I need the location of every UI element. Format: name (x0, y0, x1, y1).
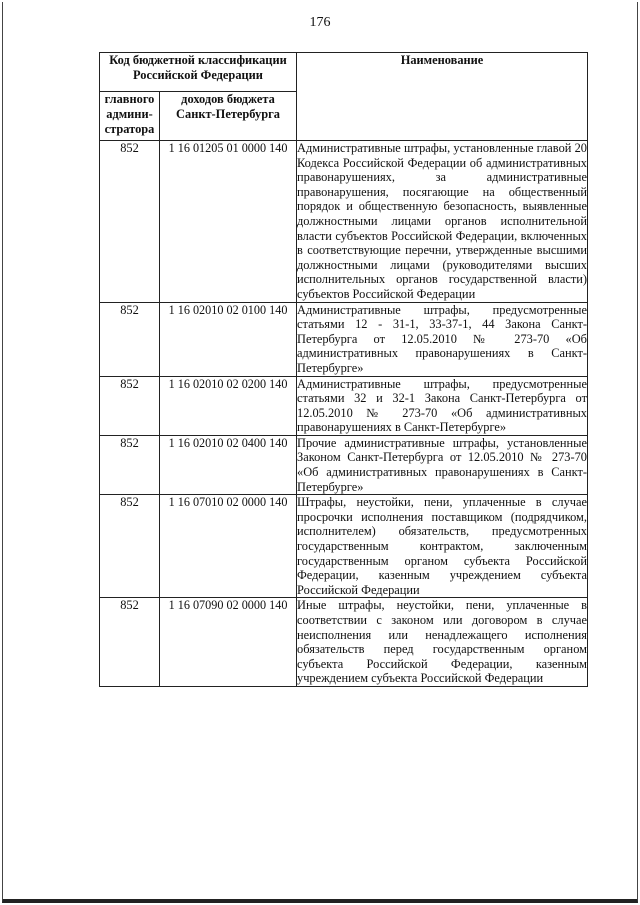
income-code-cell: 1 16 01205 01 0000 140 (160, 141, 297, 303)
income-code-cell: 1 16 02010 02 0200 140 (160, 376, 297, 435)
admin-code-cell: 852 (100, 302, 160, 376)
table-row (100, 141, 588, 303)
table-row (100, 435, 588, 494)
admin-code-cell: 852 (100, 598, 160, 687)
table-row (100, 495, 588, 598)
name-cell: Административные штрафы, предусмотренные статьями 32 и 32-1 Закона Санкт-Петербурга от 12.05.2010 № 273-70 «Об административных правонарушениях в Санкт-Петербурге» (297, 376, 587, 435)
table-row (100, 376, 588, 435)
budget-classification-table (99, 52, 588, 687)
header-name: Наименование (297, 53, 588, 141)
header-main-administrator: главного админи-стратора (100, 92, 160, 141)
admin-code-cell: 852 (100, 435, 160, 494)
page-number: 176 (309, 15, 331, 30)
income-code-cell: 1 16 02010 02 0100 140 (160, 302, 297, 376)
header-budget-income: доходов бюджета Санкт-Петербурга (160, 92, 297, 141)
name-cell: Прочие административные штрафы, установленные Законом Санкт-Петербурга от 12.05.2010 № 273-70 «Об административных правонарушениях в Санкт-Петербурге» (297, 435, 587, 494)
header-row-top (100, 53, 588, 92)
table-row (100, 598, 588, 687)
income-code-cell: 1 16 07090 02 0000 140 (160, 598, 297, 687)
header-classification-code: Код бюджетной классификации Российской Федерации (100, 53, 297, 92)
admin-code-cell: 852 (100, 495, 160, 598)
admin-code-cell: 852 (100, 141, 160, 303)
name-cell: Административные штрафы, установленные главой 20 Кодекса Российской Федерации об административных правонарушениях, за административные правонарушения, посягающие на общественный порядок и общественную безопасность, выявленные должностными лицами органов исполнительной власти субъектов Российской Федерации, включенных в соответствующие перечни, утвержденные высшими должностными лицами (руководителями высших исполнительных органов государственной власти) субъектов Российской Федерации (297, 141, 587, 301)
name-cell: Иные штрафы, неустойки, пени, уплаченные в соответствии с законом или договором в случае неисполнения или ненадлежащего исполнения обязательств перед государственным органом субъекта Российской Федерации, казенным учреждением субъекта Российской Федерации (297, 598, 587, 686)
table-row (100, 302, 588, 376)
admin-code-cell: 852 (100, 376, 160, 435)
income-code-cell: 1 16 02010 02 0400 140 (160, 435, 297, 494)
name-cell: Штрафы, неустойки, пени, уплаченные в случае просрочки исполнения поставщиком (подрядчиком, исполнителем) обязательств, предусмотренных государственным контрактом, заключенным государственным органом субъекта Российской Федерации, казенным учреждением субъекта Российской Федерации (297, 495, 587, 597)
income-code-cell: 1 16 07010 02 0000 140 (160, 495, 297, 598)
name-cell: Административные штрафы, предусмотренные статьями 12 - 31-1, 33-37-1, 44 Закона Санкт-Петербурга от 12.05.2010 № 273-70 «Об административных правонарушениях в Санкт-Петербурге» (297, 302, 587, 375)
